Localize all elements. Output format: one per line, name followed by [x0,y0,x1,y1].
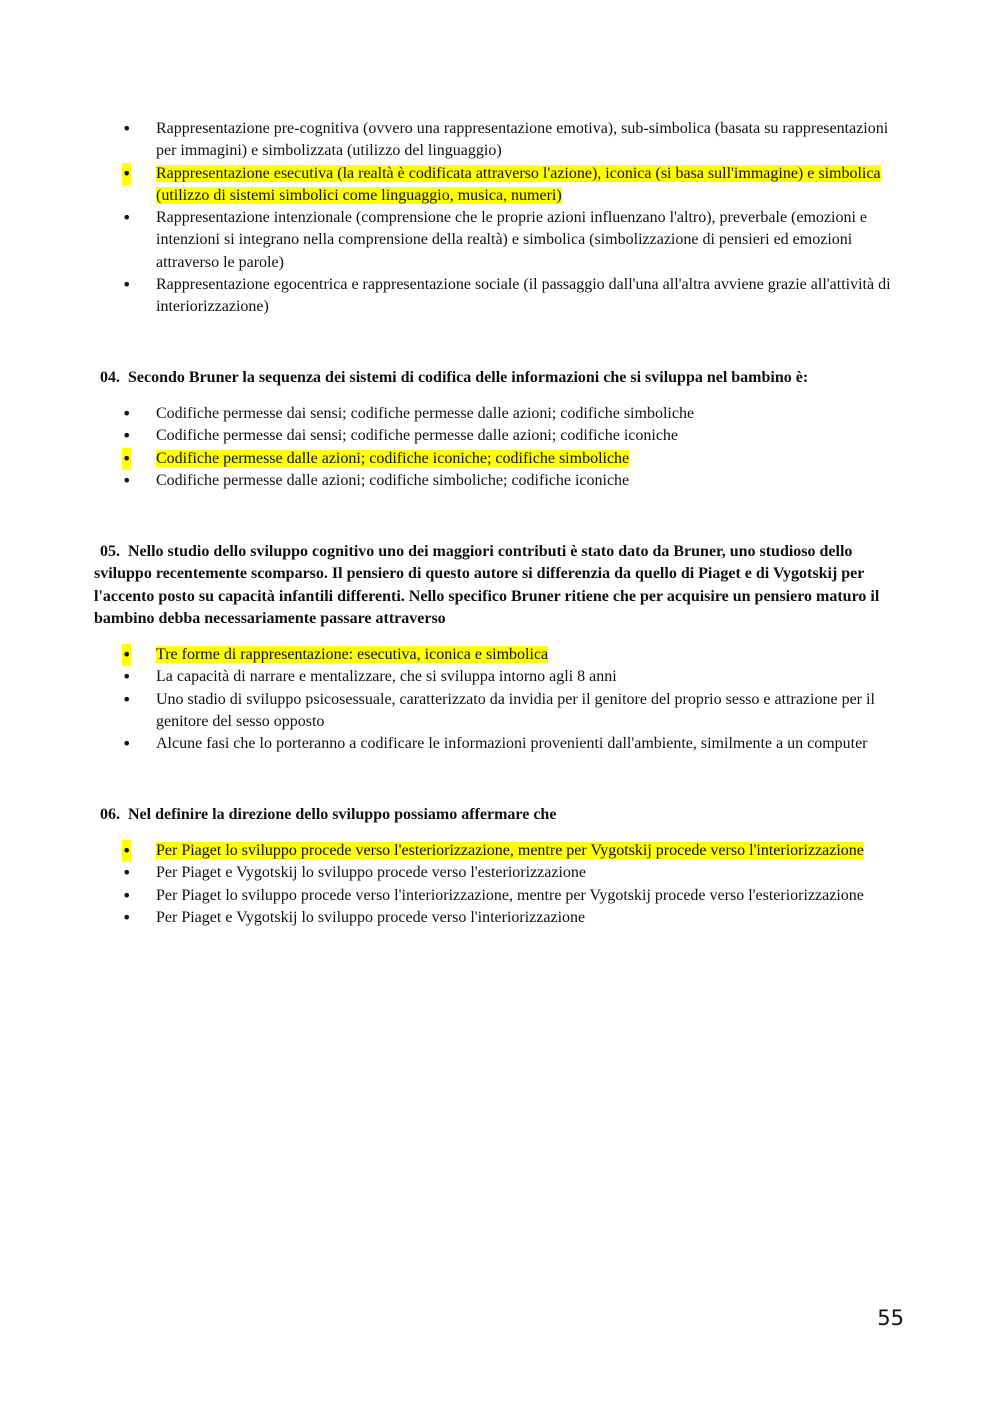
answer-text: Uno stadio di sviluppo psicosessuale, caratterizzato da invidia per il genitore del proprio sesso e attrazione per il genitore del sesso opposto [156,690,875,730]
answer-option [122,470,912,492]
answer-list-06 [122,840,912,929]
answer-option [122,885,912,907]
answer-option [122,862,912,884]
answer-option [122,403,912,425]
answer-list-05 [122,644,912,755]
answer-text: Rappresentazione pre-cognitiva (ovvero una rappresentazione emotiva), sub-simbolica (basata su rappresentazioni per immagini) e simbolizzata (utilizzo del linguaggio) [156,120,889,160]
question-number: 04. [100,369,120,386]
question-text: Secondo Bruner la sequenza dei sistemi di codifica delle informazioni che si sviluppa nel bambino è: [128,369,809,386]
question-number: 06. [100,806,120,823]
answer-text: Codifiche permesse dalle azioni; codifiche iconiche; codifiche simboliche [156,449,630,467]
bullet-icon: • [122,644,131,666]
answer-option [122,425,912,447]
answer-option [122,733,912,755]
bullet-icon: • [122,885,132,905]
question-04 [94,367,914,389]
answer-text: Codifiche permesse dai sensi; codifiche permesse dalle azioni; codifiche simboliche [156,405,695,422]
bullet-icon: • [122,275,132,295]
answer-text: Codifiche permesse dai sensi; codifiche permesse dalle azioni; codifiche iconiche [156,427,679,445]
answer-list-prev [122,118,912,319]
answer-option-highlighted [122,840,912,862]
bullet-icon: • [122,863,132,883]
question-text: Nello studio dello sviluppo cognitivo uno dei maggiori contributi è stato dato da Bruner, uno studioso dello sviluppo recentemente scomparso. Il pensiero di questo autore si differenzia da quello di Piaget e di Vygotskij per l'accento posto su capacità infantili differenti. Nello specifico Bruner ritiene che per acquisire un pensiero maturo il bambino debba necessariamente passare attraverso [94,543,880,627]
question-05 [94,541,914,630]
bullet-icon: • [122,470,132,490]
answer-list-04 [122,403,912,492]
answer-text: La capacità di narrare e mentalizzare, che si sviluppa intorno agli 8 anni [156,668,617,686]
answer-option-highlighted [122,644,912,666]
bullet-icon: • [122,689,132,709]
answer-option-highlighted [122,163,912,208]
answer-text: Codifiche permesse dalle azioni; codifiche simboliche; codifiche iconiche [156,471,630,489]
bullet-icon: • [122,426,132,446]
bullet-icon: • [122,667,132,687]
answer-option [122,666,912,688]
bullet-icon: • [122,840,131,862]
bullet-icon: • [122,448,131,470]
answer-option [122,118,912,163]
question-06 [94,804,914,826]
answer-option [122,689,912,734]
answer-text: Alcune fasi che lo porteranno a codificare le informazioni provenienti dall'ambiente, similmente a un computer [156,735,868,753]
answer-text: Rappresentazione egocentrica e rappresentazione sociale (il passaggio dall'una all'altra avviene grazie all'attività di interiorizzazione) [156,276,891,316]
page-number: 55 [877,1306,904,1330]
bullet-icon: • [122,734,132,754]
answer-text: Per Piaget lo sviluppo procede verso l'esteriorizzazione, mentre per Vygotskij procede verso l'interiorizzazione [156,842,864,859]
question-number: 05. [100,543,120,560]
answer-text: Per Piaget lo sviluppo procede verso l'interiorizzazione, mentre per Vygotskij procede verso l'esteriorizzazione [156,886,864,904]
answer-option-highlighted [122,448,912,470]
question-text: Nel definire la direzione dello sviluppo possiamo affermare che [128,806,557,823]
answer-text: Per Piaget e Vygotskij lo sviluppo procede verso l'esteriorizzazione [156,864,587,882]
bullet-icon: • [122,907,132,927]
bullet-icon: • [122,119,132,138]
answer-text: Rappresentazione esecutiva (la realtà è codificata attraverso l'azione), iconica (si basa sull'immagine) e simbolica (utilizzo di sistemi simbolici come linguaggio, musica, numeri) [156,164,881,204]
bullet-icon: • [122,163,131,185]
answer-text: Per Piaget e Vygotskij lo sviluppo procede verso l'interiorizzazione [156,908,586,926]
answer-option [122,907,912,929]
bullet-icon: • [122,404,132,423]
answer-text: Rappresentazione intenzionale (comprensione che le proprie azioni influenzano l'altro), preverbale (emozioni e intenzioni si integrano nella comprensione della realtà) e simbolica (simbolizzazione di pensieri ed emozioni attraverso le parole) [156,209,868,271]
answer-option [122,207,912,274]
bullet-icon: • [122,208,132,228]
answer-text: Tre forme di rappresentazione: esecutiva, iconica e simbolica [156,646,549,663]
answer-option [122,274,912,319]
